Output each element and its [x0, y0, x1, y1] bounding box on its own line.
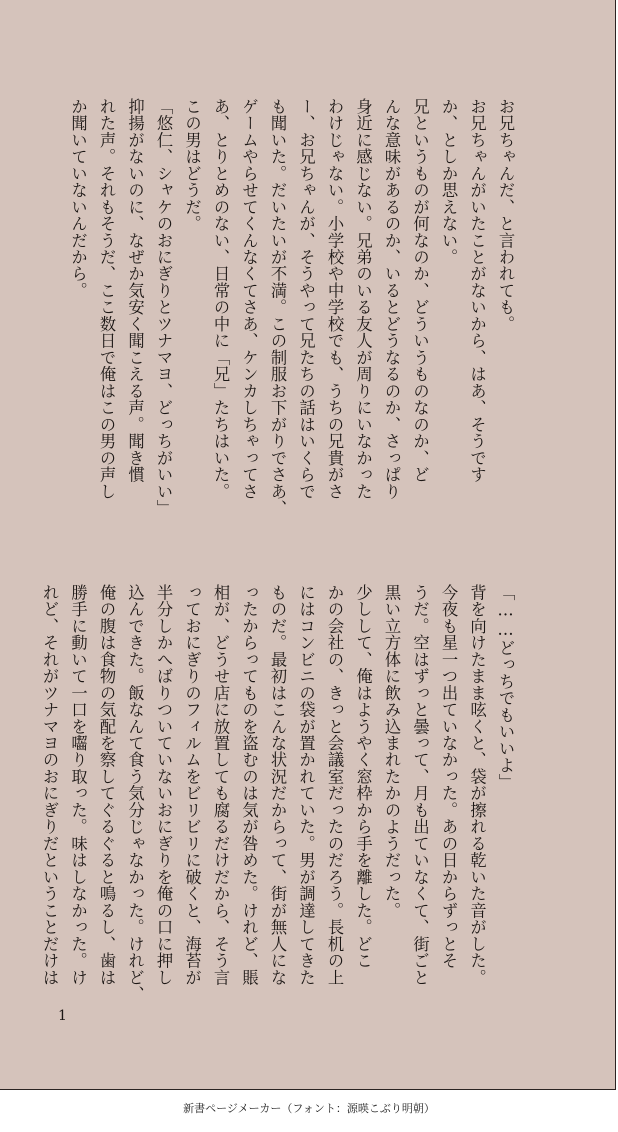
text-line: ゲームやらせてくんなくてさあ、ケンカしちゃってさ	[239, 98, 259, 500]
text-line: 抑揚がないのに、なぜか気安く聞こえる声。聞き慣	[125, 98, 145, 484]
text-line: 「悠仁、シャケのおにぎりとツナマヨ、どっちがいい」	[154, 98, 173, 517]
text-line: ったからってものを盗むのは気が咎めた。けれど、賬	[239, 584, 259, 986]
text-line: 「……どっちでもいいよ」	[496, 584, 515, 791]
text-line: れど、それがツナマヨのおにぎりだということだけは	[40, 584, 59, 986]
text-line: この男はどうだ。	[182, 98, 202, 232]
text-line: 込んできた。飯なんて食う気分じゃなかった。けれど、	[125, 584, 145, 1003]
text-block-top	[63, 98, 519, 528]
text-line: かの会社の、きっと会議室だったのだろう。長机の上	[325, 584, 344, 986]
text-line: 今夜も星一つ出ていなかった。あの日からずっとそ	[439, 584, 458, 970]
text-line: んな意味があるのか、いるとどうなるのか、さっぱり	[382, 98, 401, 500]
text-line: か、としか思えない。	[439, 98, 458, 266]
text-line: 少しして、俺はようやく窓枠から手を離した。どこ	[353, 584, 373, 970]
text-line: 相が、どうせ店に放置しても腐るだけだから、そう言	[211, 584, 230, 986]
text-line: 半分しかへばりついていないおにぎりを俺の口に押し	[154, 584, 173, 986]
text-line: れた声。それもそうだ、ここ数日で俺はこの男の声し	[97, 98, 116, 500]
text-line: あ、とりとめのない、日常の中に「兄」たちはいた。	[211, 98, 230, 500]
text-line: 身近に感じない。兄弟のいる友人が周りにいなかった	[353, 98, 373, 500]
text-block-bottom	[35, 584, 520, 1014]
text-line: も聞いた。だいたいが不満。この制服お下がりでさあ、	[268, 98, 287, 517]
text-line: 勝手に動いて一口を囓り取った。味はしなかった。け	[68, 584, 88, 986]
text-line: ー、お兄ちゃんが、そうやって兄たちの話はいくらで	[296, 98, 316, 500]
text-line: うだ。空はずっと曇って、月も出ていなくて、街ごと	[410, 584, 430, 986]
text-line: 黒い立方体に飲み込まれたかのようだった。	[382, 584, 401, 919]
text-line: か聞いていないんだから。	[68, 98, 88, 299]
text-line: 背を向けたまま呟くと、袋が擦れる乾いた音がした。	[467, 584, 487, 986]
text-line: にはコンビニの袋が置かれていた。男が調達してきた	[296, 584, 316, 986]
footer-caption: 新書ページメーカー（フォント：源暎こぶり明朝）	[183, 1102, 435, 1115]
text-line: わけじゃない。小学校や中学校でも、うちの兄貴がさ	[325, 98, 344, 500]
text-line: っておにぎりのフィルムをビリビリに破くと、海苔が	[182, 584, 202, 986]
text-line: 兄というものが何なのか、どういうものなのか、ど	[410, 98, 430, 484]
text-line: お兄ちゃんがいたことがないから、はあ、そうです	[467, 98, 487, 484]
text-line: お兄ちゃんだ、と言われても。	[496, 98, 515, 333]
text-line: ものだ。最初はこんな状況だからって、街が無人にな	[268, 584, 287, 986]
page-number: 1	[58, 1008, 67, 1024]
text-line: 俺の腹は食物の気配を察してぐるぐると鳴るし、歯は	[97, 584, 116, 986]
